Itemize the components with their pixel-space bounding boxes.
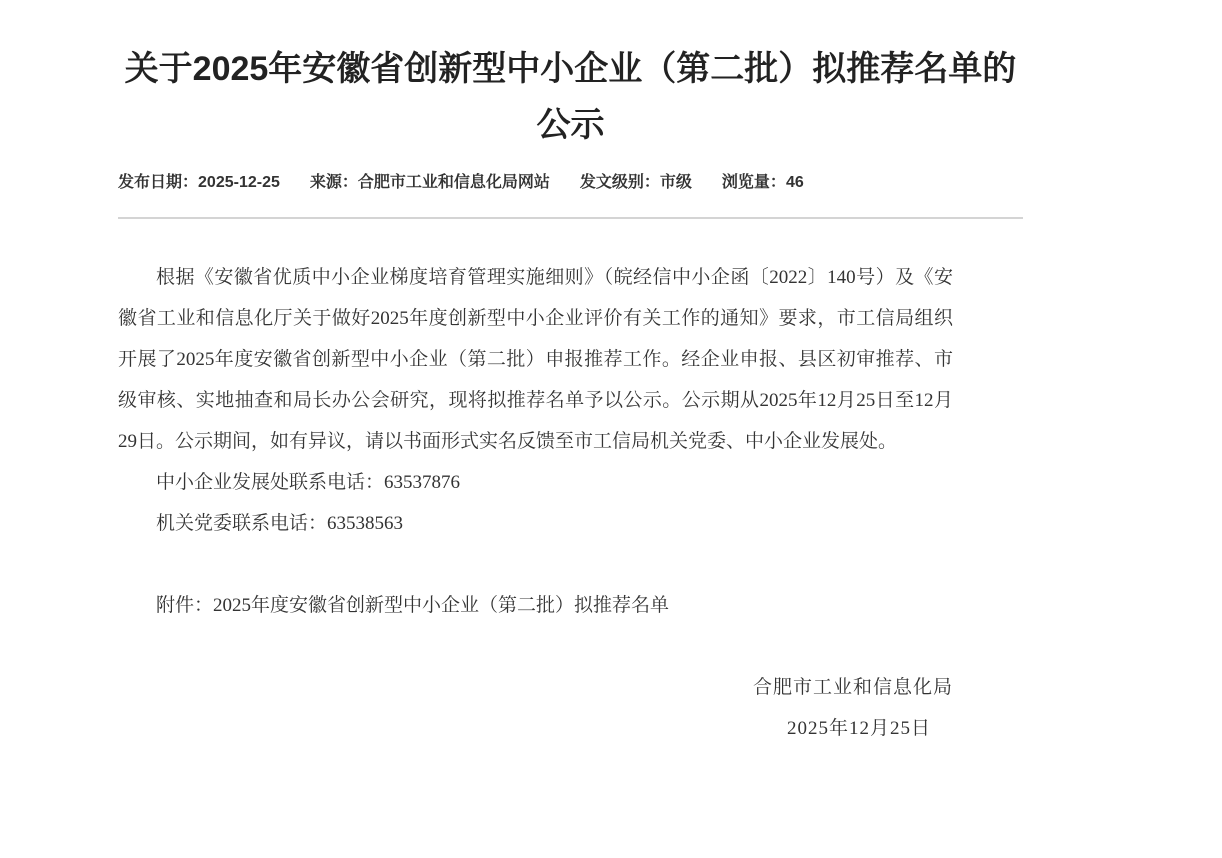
meta-views-label: 浏览量： bbox=[721, 174, 786, 191]
meta-bar bbox=[118, 171, 1023, 195]
signature-date: 2025年12月25日 bbox=[786, 718, 931, 739]
divider bbox=[118, 217, 1023, 219]
attachment-line[interactable]: 附件：2025年度安徽省创新型中小企业（第二批）拟推荐名单 bbox=[156, 595, 670, 616]
signature-org: 合肥市工业和信息化局 bbox=[752, 677, 953, 698]
main-paragraph: 根据《安徽省优质中小企业梯度培育管理实施细则》（皖经信中小企函〔2022〕140号）及《安徽省工业和信息化厅关于做好2025年度创新型中小企业评价有关工作的通知》要求，市工信局组织开展了2025年度安徽省创新型中小企业（第二批）申报推荐工作。经企业申报、县区初审推荐、市级审核、实地抽查和局长办公会研究，现将拟推荐名单予以公示。公示期从2025年12月25日至12月29日。公示期间，如有异议，请以书面形式实名反馈至市工信局机关党委、中小企业发展处。 bbox=[118, 267, 953, 452]
meta-publish-date bbox=[118, 171, 280, 195]
meta-source-label: 来源： bbox=[309, 174, 358, 191]
meta-doc-level-label: 发文级别： bbox=[579, 174, 660, 191]
page-title: 关于2025年安徽省创新型中小企业（第二批）拟推荐名单的公示 bbox=[124, 50, 1017, 144]
contact-line-smb-division: 中小企业发展处联系电话：63537876 bbox=[156, 472, 461, 493]
meta-publish-date-label: 发布日期： bbox=[118, 174, 199, 191]
meta-source bbox=[310, 171, 550, 195]
meta-publish-date-value: 2025-12-25 bbox=[198, 174, 280, 191]
contact-line-party-committee: 机关党委联系电话：63538563 bbox=[156, 513, 404, 534]
meta-views bbox=[722, 171, 804, 195]
announcement-document bbox=[118, 41, 1023, 749]
meta-views-value: 46 bbox=[785, 174, 804, 191]
meta-doc-level bbox=[580, 171, 692, 195]
meta-source-value: 合肥市工业和信息化局网站 bbox=[357, 174, 550, 191]
article-body bbox=[118, 257, 1023, 749]
meta-doc-level-value: 市级 bbox=[659, 174, 692, 191]
signature-block bbox=[118, 667, 953, 749]
